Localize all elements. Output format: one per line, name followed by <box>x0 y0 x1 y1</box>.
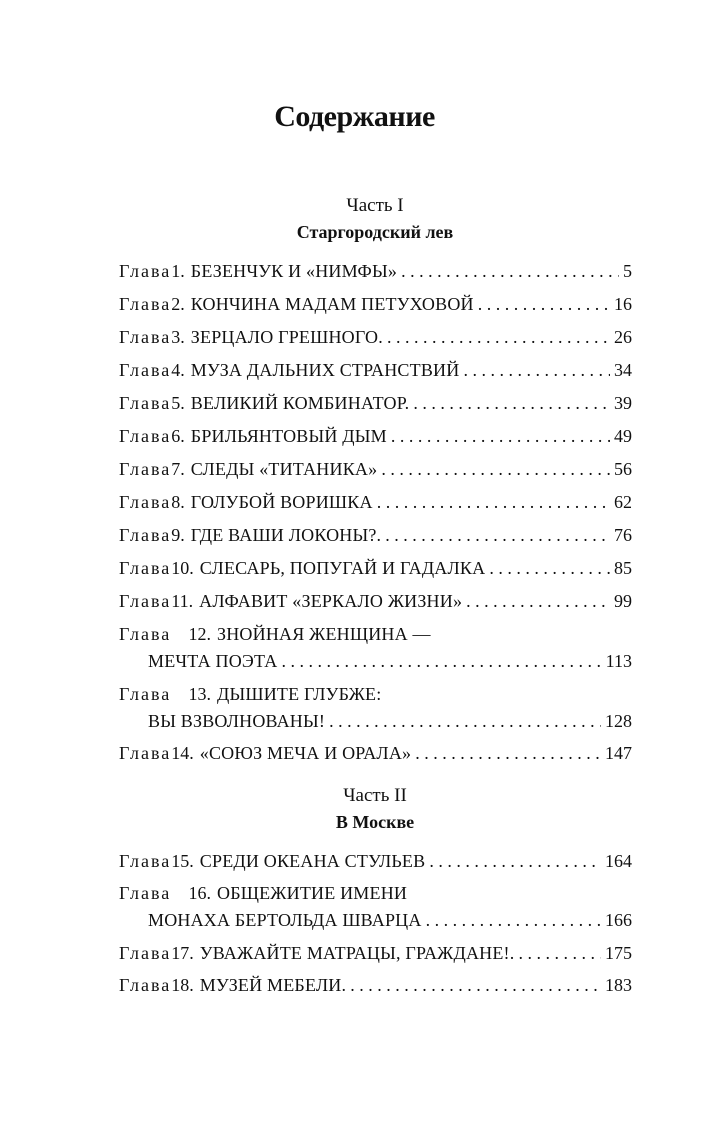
chapter-number: 8. <box>171 492 185 512</box>
chapter-label: Глава <box>119 558 172 578</box>
dot-leader <box>415 743 601 764</box>
chapter-number: 11. <box>171 591 194 611</box>
chapter-title: ВЕЛИКИЙ КОМБИНАТОР. <box>190 393 410 413</box>
toc-entry[interactable] <box>119 743 632 764</box>
dot-leader <box>466 591 610 612</box>
page-number: 99 <box>614 591 632 611</box>
toc-entry[interactable] <box>119 459 632 480</box>
chapter-label: Глава <box>119 883 172 903</box>
page-number: 34 <box>614 360 632 380</box>
page-number: 128 <box>605 711 632 731</box>
toc-entry-continuation[interactable] <box>148 711 632 732</box>
dot-leader <box>350 975 601 996</box>
dot-leader <box>401 261 619 282</box>
dot-leader <box>413 393 610 414</box>
chapter-number: 6. <box>171 426 185 446</box>
chapter-number: 18. <box>171 975 194 995</box>
chapter-number: 5. <box>171 393 185 413</box>
chapter-title: АЛФАВИТ «ЗЕРКАЛО ЖИЗНИ» <box>199 591 463 611</box>
chapter-title: ГОЛУБОЙ ВОРИШКА <box>190 492 373 512</box>
part-name: Старгородский лев <box>296 222 454 242</box>
part-label: Часть I <box>346 195 404 216</box>
dot-leader <box>387 327 610 348</box>
toc-entry[interactable] <box>119 591 632 612</box>
chapter-label: Глава <box>119 525 172 545</box>
chapter-label: Глава <box>119 624 172 644</box>
chapter-number: 17. <box>171 943 194 963</box>
dot-leader <box>329 711 601 732</box>
dot-leader <box>478 294 610 315</box>
chapter-title: УВАЖАЙТЕ МАТРАЦЫ, ГРАЖДАНЕ!. <box>199 943 515 963</box>
chapter-label: Глава <box>119 492 172 512</box>
chapter-title: КОНЧИНА МАДАМ ПЕТУХОВОЙ <box>190 294 474 314</box>
toc-entry[interactable] <box>119 851 632 872</box>
toc-entry[interactable] <box>119 261 632 282</box>
toc-entry[interactable] <box>119 360 632 381</box>
toc-entry[interactable] <box>119 883 632 904</box>
page-number: 49 <box>614 426 632 446</box>
chapter-label: Глава <box>119 684 172 704</box>
chapter-title: «СОЮЗ МЕЧА И ОРАЛА» <box>199 743 412 763</box>
chapter-title: ОБЩЕЖИТИЕ ИМЕНИ <box>217 883 408 903</box>
toc-entry[interactable] <box>119 492 632 513</box>
chapter-label: Глава <box>119 975 172 995</box>
chapter-title: ГДЕ ВАШИ ЛОКОНЫ?. <box>190 525 382 545</box>
dot-leader <box>391 426 610 447</box>
dot-leader <box>381 459 610 480</box>
page-number: 16 <box>614 294 632 314</box>
page-number: 113 <box>605 651 632 671</box>
dot-leader <box>385 525 610 546</box>
chapter-title: ДЫШИТЕ ГЛУБЖЕ: <box>217 684 382 704</box>
page-number: 183 <box>605 975 632 995</box>
page-number: 175 <box>605 943 632 963</box>
chapter-title: СЛЕСАРЬ, ПОПУГАЙ И ГАДАЛКА <box>199 558 486 578</box>
chapter-label: Глава <box>119 360 172 380</box>
toc-entry[interactable] <box>119 426 632 447</box>
page-number: 62 <box>614 492 632 512</box>
dot-leader <box>281 651 601 672</box>
toc-entry[interactable] <box>119 294 632 315</box>
chapter-title: МУЗА ДАЛЬНИХ СТРАНСТВИЙ <box>190 360 460 380</box>
dot-leader <box>426 910 601 931</box>
chapter-label: Глава <box>119 591 172 611</box>
dot-leader <box>463 360 610 381</box>
chapter-number: 12. <box>188 624 211 644</box>
chapter-label: Глава <box>119 851 172 871</box>
chapter-number: 2. <box>171 294 185 314</box>
page-number: 39 <box>614 393 632 413</box>
page-number: 56 <box>614 459 632 479</box>
toc-entry[interactable] <box>119 943 632 964</box>
chapter-title-continued: ВЫ ВЗВОЛНОВАНЫ! <box>148 711 326 731</box>
toc-entry[interactable] <box>119 393 632 414</box>
chapter-title: МУЗЕЙ МЕБЕЛИ. <box>199 975 347 995</box>
page-title: Содержание <box>274 100 435 133</box>
chapter-number: 15. <box>171 851 194 871</box>
chapter-number: 9. <box>171 525 185 545</box>
toc-entry[interactable] <box>119 975 632 996</box>
dot-leader <box>377 492 610 513</box>
part-label: Часть II <box>343 785 407 806</box>
toc-entry-continuation[interactable] <box>148 910 632 931</box>
page-number: 26 <box>614 327 632 347</box>
page-number: 76 <box>614 525 632 545</box>
chapter-label: Глава <box>119 426 172 446</box>
toc-entry[interactable] <box>119 327 632 348</box>
dot-leader <box>429 851 601 872</box>
toc-entry-continuation[interactable] <box>148 651 632 672</box>
page-number: 166 <box>605 910 632 930</box>
toc-entry[interactable] <box>119 624 632 645</box>
part-name: В Москве <box>335 812 415 832</box>
chapter-number: 10. <box>171 558 194 578</box>
toc-entry[interactable] <box>119 525 632 546</box>
chapter-title: БЕЗЕНЧУК И «НИМФЫ» <box>190 261 398 281</box>
chapter-title: СРЕДИ ОКЕАНА СТУЛЬЕВ <box>199 851 426 871</box>
chapter-number: 4. <box>171 360 185 380</box>
chapter-title: БРИЛЬЯНТОВЫЙ ДЫМ <box>190 426 387 446</box>
chapter-label: Глава <box>119 327 172 347</box>
page-number: 164 <box>605 851 632 871</box>
chapter-number: 13. <box>188 684 211 704</box>
page-number: 5 <box>623 261 632 281</box>
toc-entry[interactable] <box>119 558 632 579</box>
chapter-title: ЗЕРЦАЛО ГРЕШНОГО. <box>190 327 383 347</box>
chapter-number: 14. <box>171 743 194 763</box>
chapter-title: ЗНОЙНАЯ ЖЕНЩИНА — <box>217 624 431 644</box>
chapter-label: Глава <box>119 943 172 963</box>
chapter-number: 1. <box>171 261 185 281</box>
page-number: 85 <box>614 558 632 578</box>
chapter-title: СЛЕДЫ «ТИТАНИКА» <box>190 459 378 479</box>
chapter-label: Глава <box>119 261 172 281</box>
chapter-title-continued: МОНАХА БЕРТОЛЬДА ШВАРЦА <box>148 910 422 930</box>
chapter-label: Глава <box>119 393 172 413</box>
dot-leader <box>489 558 610 579</box>
chapter-number: 16. <box>188 883 211 903</box>
chapter-label: Глава <box>119 459 172 479</box>
chapter-title-continued: МЕЧТА ПОЭТА <box>148 651 278 671</box>
chapter-label: Глава <box>119 743 172 763</box>
chapter-number: 3. <box>171 327 185 347</box>
dot-leader <box>518 943 601 964</box>
chapter-label: Глава <box>119 294 172 314</box>
toc-entry[interactable] <box>119 684 632 705</box>
chapter-number: 7. <box>171 459 185 479</box>
page-number: 147 <box>605 743 632 763</box>
